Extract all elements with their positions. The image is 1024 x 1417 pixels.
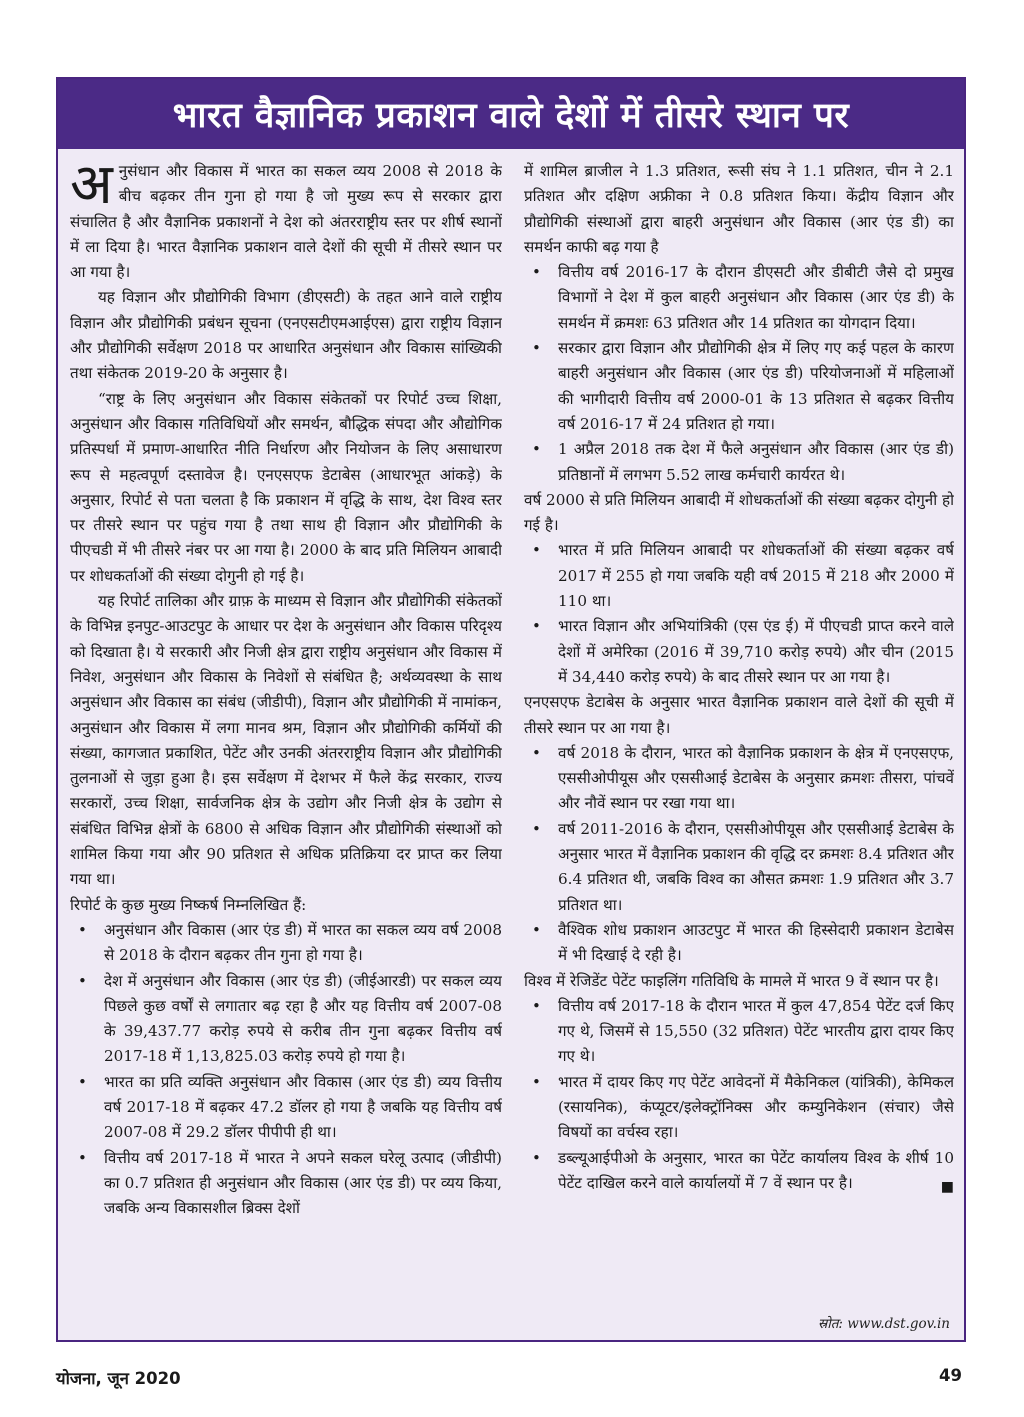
list-item: • 1 अप्रैल 2018 तक देश में फैले अनुसंधान और विकास (आर एंड डी) प्रतिष्ठानों में लगभग 5.52 लाख कर्मचारी कार्यरत थे। bbox=[524, 437, 954, 488]
list-item: • भारत का प्रति व्यक्ति अनुसंधान और विकास (आर एंड डी) व्यय वित्तीय वर्ष 2017-18 में बढ़कर 47.2 डॉलर हो गया है जबकि यह वित्तीय वर्ष 2007-08 में 29.2 डॉलर पीपीपी ही था। bbox=[70, 1070, 502, 1146]
paragraph-4: यह रिपोर्ट तालिका और ग्राफ़ के माध्यम से विज्ञान और प्रौद्योगिकी संकेतकों के विभिन्न इनपुट-आउटपुट के आधार पर देश के अनुसंधान और विकास परिदृश्य को दिखाता है। ये सरकारी और निजी क्षेत्र द्वारा राष्ट्रीय अनुसंधान और विकास में निवेश, अनुसंधान और विकास के निवेशों से संबंधित है; अर्थव्यवस्था के साथ अनुसंधान और विकास का संबंध (जीडीपी), विज्ञान और प्रौद्योगिकी में नामांकन, अनुसंधान और विकास में लगा मानव श्रम, विज्ञान और प्रौद्योगिकी कर्मियों की संख्या, कागजात प्रकाशित, पेटेंट और उनकी अंतरराष्ट्रीय विज्ञान और प्रौद्योगिकी तुलनाओं से जुड़ा हुआ है। इस सर्वेक्षण में देशभर में फैले केंद्र सरकार, राज्य सरकारों, उच्च शिक्षा, सार्वजनिक क्षेत्र के उद्योग और निजी क्षेत्र के उद्योग से संबंधित विभिन्न क्षेत्रों के 6800 से अधिक विज्ञान और प्रौद्योगिकी संस्थाओं को शामिल किया गया और 90 प्रतिशत से अधिक प्रतिक्रिया दर प्राप्त कर लिया गया था। bbox=[70, 592, 502, 889]
intro-paragraph bbox=[70, 159, 502, 285]
article-box bbox=[56, 77, 966, 1342]
drop-cap: अ bbox=[70, 159, 113, 217]
list-item: • भारत में प्रति मिलियन आबादी पर शोधकर्ताओं की संख्या बढ़कर वर्ष 2017 में 255 हो गया जबकि यही वर्ष 2015 में 218 और 2000 में 110 था। bbox=[524, 538, 954, 614]
findings-list-right-2 bbox=[524, 538, 954, 690]
list-item bbox=[524, 1146, 954, 1197]
findings-list-left bbox=[70, 918, 502, 1222]
page-number: 49 bbox=[939, 1366, 962, 1385]
findings-list-right-3 bbox=[524, 741, 954, 969]
list-item: • वित्तीय वर्ष 2016-17 के दौरान डीएसटी और डीबीटी जैसे दो प्रमुख विभागों ने देश में कुल बाहरी अनुसंधान और विकास (आर एंड डी) के समर्थन में क्रमशः 63 प्रतिशत और 14 प्रतिशत का योगदान दिया। bbox=[524, 260, 954, 336]
right-column bbox=[524, 159, 954, 1306]
findings-list-right-1 bbox=[524, 260, 954, 488]
magazine-issue: योजना, जून 2020 bbox=[56, 1369, 181, 1388]
list-item: • वैश्विक शोध प्रकाशन आउटपुट में भारत की हिस्सेदारी प्रकाशन डेटाबेस में भी दिखाई दे रही है। bbox=[524, 918, 954, 969]
list-item: • भारत विज्ञान और अभियांत्रिकी (एस एंड ई) में पीएचडी प्राप्त करने वाले देशों में अमेरिका (2016 में 39,710 करोड़ रुपये) और चीन (2015 में 34,440 करोड़ रुपये) के बाद तीसरे स्थान पर आ गया है। bbox=[524, 614, 954, 690]
researchers-paragraph: वर्ष 2000 से प्रति मिलियन आबादी में शोधकर्ताओं की संख्या बढ़कर दोगुनी हो गई है। bbox=[524, 490, 954, 535]
list-item: • अनुसंधान और विकास (आर एंड डी) में भारत का सकल व्यय वर्ष 2008 से 2018 के दौरान बढ़कर तीन गुना हो गया है। bbox=[70, 918, 502, 969]
end-mark: ■ bbox=[940, 1178, 954, 1195]
continued-text: में शामिल ब्राजील ने 1.3 प्रतिशत, रूसी संघ ने 1.1 प्रतिशत, चीन ने 2.1 प्रतिशत और दक्षिण अफ्रीका ने 0.8 प्रतिशत किया। केंद्रीय विज्ञान और प्रौद्योगिकी संस्थाओं द्वारा बाहरी अनुसंधान और विकास (आर एंड डी) का समर्थन काफी बढ़ गया है bbox=[524, 162, 954, 256]
list-item: • वर्ष 2011-2016 के दौरान, एससीओपीयूस और एससीआई डेटाबेस के अनुसार भारत में वैज्ञानिक प्रकाशन की वृद्धि दर क्रमशः 8.4 प्रतिशत और 6.4 प्रतिशत थी, जबकि विश्व का औसत क्रमशः 1.9 प्रतिशत और 3.7 प्रतिशत था। bbox=[524, 817, 954, 918]
publication-paragraph: एनएसएफ डेटाबेस के अनुसार भारत वैज्ञानिक प्रकाशन वाले देशों की सूची में तीसरे स्थान पर आ गया है। bbox=[524, 693, 954, 737]
source-credit: स्रोत: www.dst.gov.in bbox=[817, 1316, 950, 1332]
list-item: • वित्तीय वर्ष 2017-18 के दौरान भारत में कुल 47,854 पेटेंट दर्ज किए गए थे, जिसमें से 15,550 (32 प्रतिशत) पेटेंट भारतीय द्वारा दायर किए गए थे। bbox=[524, 994, 954, 1070]
paragraph-3: “राष्ट्र के लिए अनुसंधान और विकास संकेतकों पर रिपोर्ट उच्च शिक्षा, अनुसंधान और विकास गतिविधियों और समर्थन, बौद्धिक संपदा और औद्योगिक प्रतिस्पर्धा में प्रमाण-आधारित नीति निर्धारण और नियोजन के लिए असाधारण रूप से महत्वपूर्ण दस्तावेज है। एनएसएफ डेटाबेस (आधारभूत आंकड़े) के अनुसार, रिपोर्ट से पता चलता है कि प्रकाशन में वृद्धि के साथ, देश विश्व स्तर पर तीसरे स्थान पर पहुंच गया है तथा साथ ही विज्ञान और प्रौद्योगिकी के पीएचडी में भी तीसरे नंबर पर आ गया है। 2000 के बाद प्रति मिलियन आबादी पर शोधकर्ताओं की संख्या दोगुनी हो गई है। bbox=[70, 389, 502, 585]
list-item: • सरकार द्वारा विज्ञान और प्रौद्योगिकी क्षेत्र में लिए गए कई पहल के कारण बाहरी अनुसंधान और विकास (आर एंड डी) परियोजनाओं में महिलाओं की भागीदारी वित्तीय वर्ष 2000-01 के 13 प्रतिशत से बढ़कर वित्तीय वर्ष 2016-17 में 24 प्रतिशत हो गया। bbox=[524, 336, 954, 437]
list-item-text: डब्ल्यूआईपीओ के अनुसार, भारत का पेटेंट कार्यालय विश्व के शीर्ष 10 पेटेंट दाखिल करने वाले कार्यालयों में 7 वें स्थान पर है। bbox=[558, 1148, 954, 1192]
list-item: • वर्ष 2018 के दौरान, भारत को वैज्ञानिक प्रकाशन के क्षेत्र में एनएसएफ, एससीओपीयूस और एससीआई डेटाबेस के अनुसार क्रमशः तीसरा, पांचवें और नौवें स्थान पर रखा गया था। bbox=[524, 741, 954, 817]
findings-heading: रिपोर्ट के कुछ मुख्य निष्कर्ष निम्नलिखित हैं: bbox=[70, 895, 307, 914]
list-item: • देश में अनुसंधान और विकास (आर एंड डी) (जीईआरडी) पर सकल व्यय पिछले कुछ वर्षों से लगातार बढ़ रहा है और यह वित्तीय वर्ष 2007-08 के 39,437.77 करोड़ रुपये से करीब तीन गुना बढ़कर वित्तीय वर्ष 2017-18 में 1,13,825.03 करोड़ रुपये हो गया है। bbox=[70, 969, 502, 1070]
article-title: भारत वैज्ञानिक प्रकाशन वाले देशों में तीसरे स्थान पर bbox=[58, 79, 964, 149]
list-item: • भारत में दायर किए गए पेटेंट आवेदनों में मैकेनिकल (यांत्रिकी), केमिकल (रसायनिक), कंप्यूटर/इलेक्ट्रॉनिक्स और कम्युनिकेशन (संचार) जैसे विषयों का वर्चस्व रहा। bbox=[524, 1070, 954, 1146]
patent-paragraph: विश्व में रेजिडेंट पेटेंट फाइलिंग गतिविधि के मामले में भारत 9 वें स्थान पर है। bbox=[524, 971, 939, 990]
list-item: • वित्तीय वर्ष 2017-18 में भारत ने अपने सकल घरेलू उत्पाद (जीडीपी) का 0.7 प्रतिशत ही अनुसंधान और विकास (आर एंड डी) पर व्यय किया, जबकि अन्य विकासशील ब्रिक्स देशों bbox=[70, 1146, 502, 1222]
findings-list-right-4 bbox=[524, 994, 954, 1196]
left-column bbox=[70, 159, 502, 1306]
paragraph-2: यह विज्ञान और प्रौद्योगिकी विभाग (डीएसटी) के तहत आने वाले राष्ट्रीय विज्ञान और प्रौद्योगिकी प्रबंधन सूचना (एनएसटीएमआईएस) द्वारा राष्ट्रीय विज्ञान और प्रौद्योगिकी सर्वेक्षण 2018 पर आधारित अनुसंधान और विकास सांख्यिकी तथा संकेतक 2019-20 के अनुसार है। bbox=[70, 288, 502, 383]
intro-text: नुसंधान और विकास में भारत का सकल व्यय 2008 से 2018 के बीच बढ़कर तीन गुना हो गया है जो मुख्य रूप से सरकार द्वारा संचालित है और वैज्ञानिक प्रकाशनों ने देश को अंतरराष्ट्रीय स्तर पर शीर्ष स्थानों में ला दिया है। भारत वैज्ञानिक प्रकाशन वाले देशों की सूची में तीसरे स्थान पर आ गया है। bbox=[70, 162, 502, 282]
